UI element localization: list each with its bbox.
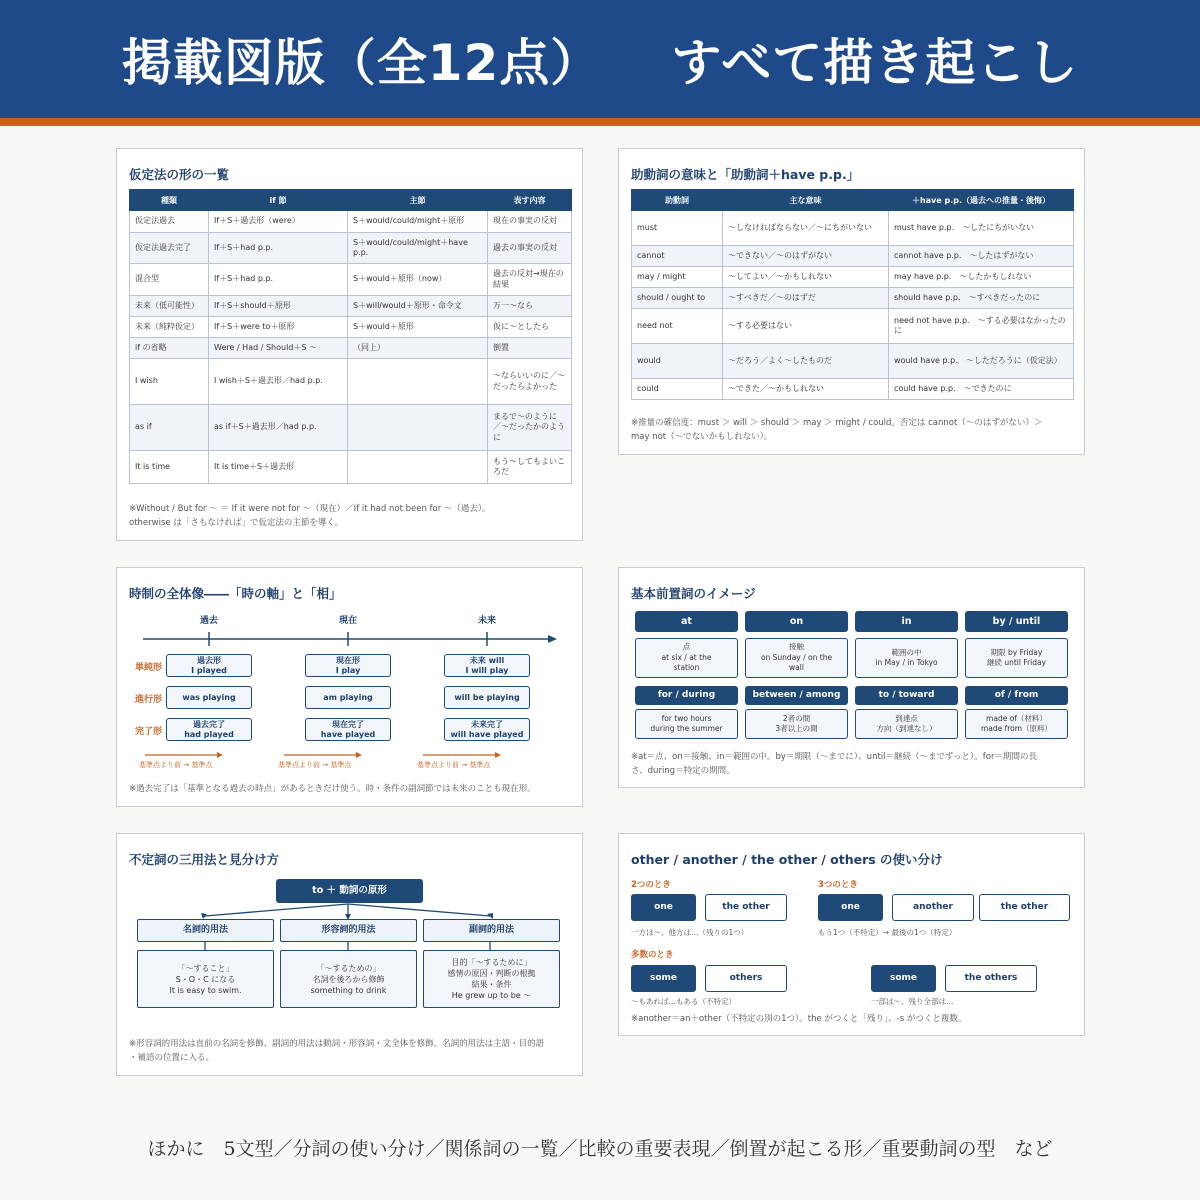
panel-note: ※過去完了は「基準となる過去の時点」があるときだけ使う。時・条件の副詞節では未来のことも現在形。 (129, 784, 536, 794)
table-cell: 過去の反対→現在の結果 (488, 264, 572, 296)
prep-head-in: in (855, 611, 958, 632)
panel-title: 基本前置詞のイメージ (631, 586, 756, 601)
prep-head-of-from: of / from (965, 686, 1068, 705)
table-cell: 〜ならいいのに／〜だったらよかった (488, 359, 572, 405)
table-cell: 〜できない／〜のはずがない (723, 246, 889, 267)
note-line: ※形容詞的用法は直前の名詞を修飾、副詞的用法は動詞・形容詞・文全体を修飾。名詞的用法は主語・目的語 (129, 1039, 545, 1049)
label-three: 3つのとき (818, 880, 858, 890)
panel-title: 時制の全体像――「時の軸」と「相」 (129, 586, 342, 601)
table-cell: 混合型 (130, 264, 209, 296)
prep-head-by-until: by / until (965, 611, 1068, 632)
prep-body-between-among: 2者の間 3者以上の間 (745, 709, 848, 739)
axis-label-present: 現在 (338, 616, 357, 626)
table-cell: I wish (130, 359, 209, 405)
table-cell: if の省略 (130, 338, 209, 359)
table-cell: S＋will/would＋原形・命令文 (348, 296, 488, 317)
table-row (632, 309, 1074, 344)
table-cell: もう〜してもよいころだ (488, 451, 572, 484)
panel-note (129, 502, 491, 530)
column-header: 表す内容 (488, 190, 572, 211)
table-cell: 〜してよい／〜かもしれない (723, 267, 889, 288)
column-header: ＋have p.p.（過去への推量・後悔） (889, 190, 1074, 211)
axis-label-future: 未来 (477, 616, 496, 626)
table-cell: would (632, 344, 723, 379)
panel-note (129, 1037, 544, 1065)
usage-body-noun: 「〜すること」 S・O・C になる It is easy to swim. (137, 950, 274, 1008)
table-cell: S＋would＋原形 (348, 317, 488, 338)
prep-body-at: 点 at six / at the station (635, 638, 738, 678)
box-one: one (631, 894, 696, 921)
desc-many-a: 〜もあれば…もある（不特定） (631, 997, 736, 1006)
usage-body-adjective: 「〜するための」 名詞を後ろから修飾 something to drink (280, 950, 417, 1008)
column-header: 主節 (348, 190, 488, 211)
table-cell: 〜すべきだ／〜のはずだ (723, 288, 889, 309)
table-row (130, 405, 572, 451)
table-row (130, 317, 572, 338)
table-cell: cannot have p.p. 〜したはずがない (889, 246, 1074, 267)
table-row (130, 264, 572, 296)
box-the-other: the other (979, 894, 1070, 921)
table-cell: must have p.p. 〜したにちがいない (889, 211, 1074, 246)
tense-future-progressive: will be playing (444, 686, 530, 709)
table-cell: may / might (632, 267, 723, 288)
table-row (632, 288, 1074, 309)
table-cell (348, 359, 488, 405)
panel-infinitive (116, 833, 583, 1076)
table-row (130, 296, 572, 317)
table-cell: S＋would＋原形（now） (348, 264, 488, 296)
table-row (632, 211, 1074, 246)
reference-hint: 基準点より前 → 基準点 (278, 761, 352, 769)
prep-head-between-among: between / among (745, 686, 848, 705)
tense-present-perfect: 現在完了 have played (305, 718, 391, 741)
panel-note (631, 750, 1037, 778)
table-header-row (632, 190, 1074, 211)
prep-head-for-during: for / during (635, 686, 738, 705)
table-cell: should / ought to (632, 288, 723, 309)
table-cell: 万一〜なら (488, 296, 572, 317)
box-another: another (892, 894, 974, 921)
prep-head-at: at (635, 611, 738, 632)
table-cell (348, 451, 488, 484)
table-cell: need not have p.p. 〜する必要はなかったのに (889, 309, 1074, 344)
table-cell: まるで〜のように／〜だったかのように (488, 405, 572, 451)
table-cell: If＋S＋過去形（were） (209, 211, 348, 233)
panel-title: 仮定法の形の一覧 (129, 167, 230, 182)
table-cell: 〜する必要はない (723, 309, 889, 344)
table-cell: Were / Had / Should＋S 〜 (209, 338, 348, 359)
prep-body-on: 接触 on Sunday / on the wall (745, 638, 848, 678)
note-line: ・補語の位置に入る。 (129, 1053, 215, 1063)
box-the-other: the other (705, 894, 787, 921)
box-some: some (631, 965, 696, 992)
tense-past-simple: 過去形 I played (166, 654, 252, 677)
table-row (632, 344, 1074, 379)
table-cell: If＋S＋had p.p. (209, 264, 348, 296)
table-cell: It is time (130, 451, 209, 484)
panel-tenses (116, 567, 583, 807)
table-cell: 仮定法過去 (130, 211, 209, 233)
table-cell: would have p.p. 〜しただろうに（仮定法） (889, 344, 1074, 379)
label-many: 多数のとき (631, 950, 674, 960)
prep-head-on: on (745, 611, 848, 632)
axis-label-past: 過去 (199, 616, 218, 626)
table-cell: cannot (632, 246, 723, 267)
table-cell: S＋would/could/might＋原形 (348, 211, 488, 233)
panel-note: ※another＝an＋other（不特定の別の1つ）。the がつくと「残り」、-s がつくと複数。 (631, 1014, 967, 1024)
table-row (632, 246, 1074, 267)
table-cell: 〜できた／〜かもしれない (723, 379, 889, 400)
table-cell: may have p.p. 〜したかもしれない (889, 267, 1074, 288)
table-cell: 仮に〜としたら (488, 317, 572, 338)
note-line: ※Without / But for 〜 ＝ If it were not for 〜（現在）／If it had not been for 〜（過去）。 (129, 504, 491, 514)
panel-note (631, 416, 1042, 444)
note-line: may not（〜でないかもしれない）。 (631, 432, 773, 442)
table-cell: S＋would/could/might＋have p.p. (348, 233, 488, 264)
note-line: さ、during＝特定の期間。 (631, 766, 735, 776)
aspect-simple: 単純形 (135, 663, 163, 673)
table-cell: 未来（純粋仮定） (130, 317, 209, 338)
box-one: one (818, 894, 883, 921)
usage-head-noun: 名詞的用法 (137, 919, 274, 942)
note-line: ※推量の確信度：must ＞ will ＞ should ＞ may ＞ might / could。否定は cannot（〜のはずがない）＞ (631, 418, 1043, 428)
reference-hint: 基準点より前 → 基準点 (417, 761, 491, 769)
tense-present-simple: 現在形 I play (305, 654, 391, 677)
table-cell: 未来（低可能性） (130, 296, 209, 317)
box-others: others (705, 965, 787, 992)
panel-other-another (618, 833, 1085, 1036)
prep-body-in: 範囲の中 in May / in Tokyo (855, 638, 958, 678)
desc-two: 一方は〜、他方は…（残りの1つ） (631, 928, 749, 937)
table-cell: 現在の事実の反対 (488, 211, 572, 233)
desc-many-b: 一部は〜、残り全部は… (871, 997, 954, 1006)
panel-prepositions (618, 567, 1085, 788)
banner-title-right: すべて描き起こし (671, 34, 1079, 92)
column-header: 主な意味 (723, 190, 889, 211)
table-row (130, 338, 572, 359)
table-cell: 仮定法過去完了 (130, 233, 209, 264)
desc-three: もう1つ（不特定）→ 最後の1つ（特定） (818, 928, 957, 937)
table-cell: as if (130, 405, 209, 451)
table-header-row (130, 190, 572, 211)
prep-body-by-until: 期限 by Friday 継続 until Friday (965, 638, 1068, 678)
table-cell: 倒置 (488, 338, 572, 359)
usage-head-adverb: 副詞的用法 (423, 919, 560, 942)
box-some: some (871, 965, 936, 992)
prep-body-to-toward: 到達点 方向（到達なし） (855, 709, 958, 739)
table-row (130, 359, 572, 405)
box-the-others: the others (945, 965, 1037, 992)
table-row (632, 267, 1074, 288)
aspect-progressive: 進行形 (135, 695, 163, 705)
table-cell: must (632, 211, 723, 246)
banner-title-left: 掲載図版（全12点） (121, 34, 602, 92)
aspect-perfect: 完了形 (135, 727, 163, 737)
tense-present-progressive: am playing (305, 686, 391, 709)
subjunctive-table (129, 189, 572, 484)
modals-table (631, 189, 1074, 400)
label-two: 2つのとき (631, 880, 671, 890)
table-cell: 過去の事実の反対 (488, 233, 572, 264)
panel-title: 不定詞の三用法と見分け方 (129, 852, 280, 867)
table-cell: need not (632, 309, 723, 344)
table-cell: should have p.p. 〜すべきだったのに (889, 288, 1074, 309)
column-header: 種類 (130, 190, 209, 211)
table-cell: could have p.p. 〜できたのに (889, 379, 1074, 400)
table-cell (348, 405, 488, 451)
note-line: otherwise は「さもなければ」で仮定法の主節を導く。 (129, 518, 344, 528)
prep-body-for-during: for two hours during the summer (635, 709, 738, 739)
tense-past-progressive: was playing (166, 686, 252, 709)
usage-body-adverb: 目的「〜するために」 感情の原因・判断の根拠 結果・条件 He grew up to be 〜 (423, 950, 560, 1008)
table-row (130, 211, 572, 233)
table-cell: could (632, 379, 723, 400)
infinitive-root-box: to ＋ 動詞の原形 (276, 879, 423, 903)
panel-title: other / another / the other / others の使い分け (631, 852, 943, 867)
table-cell: If＋S＋were to＋原形 (209, 317, 348, 338)
column-header: if 節 (209, 190, 348, 211)
table-cell: It is time＋S＋過去形 (209, 451, 348, 484)
column-header: 助動詞 (632, 190, 723, 211)
banner-title (0, 0, 1200, 118)
table-cell: （同上） (348, 338, 488, 359)
table-cell: 〜だろう／よく〜したものだ (723, 344, 889, 379)
usage-head-adjective: 形容詞的用法 (280, 919, 417, 942)
prep-body-of-from: made of（材料） made from（原料） (965, 709, 1068, 739)
table-cell: If＋S＋should＋原形 (209, 296, 348, 317)
table-row (130, 451, 572, 484)
footer-list: ほかに 5文型／分詞の使い分け／関係詞の一覧／比較の重要表現／倒置が起こる形／重要動詞の型 など (147, 1138, 1053, 1160)
table-row (632, 379, 1074, 400)
reference-hint: 基準点より前 → 基準点 (139, 761, 213, 769)
tense-future-simple: 未来 will I will play (444, 654, 530, 677)
prep-head-to-toward: to / toward (855, 686, 958, 705)
table-cell: I wish＋S＋過去形／had p.p. (209, 359, 348, 405)
table-cell: If＋S＋had p.p. (209, 233, 348, 264)
tense-future-perfect: 未来完了 will have played (444, 718, 530, 741)
panel-subjunctive (116, 148, 583, 541)
table-cell: 〜しなければならない／〜にちがいない (723, 211, 889, 246)
table-cell: as if＋S＋過去形／had p.p. (209, 405, 348, 451)
tense-past-perfect: 過去完了 had played (166, 718, 252, 741)
panel-title: 助動詞の意味と「助動詞＋have p.p.」 (631, 167, 860, 182)
banner-accent-stripe (0, 118, 1200, 126)
panel-modals (618, 148, 1085, 455)
note-line: ※at＝点、on＝接触、in＝範囲の中。by＝期限（〜までに）、until＝継続（〜までずっと）。for＝期間の長 (631, 752, 1037, 762)
table-row (130, 233, 572, 264)
